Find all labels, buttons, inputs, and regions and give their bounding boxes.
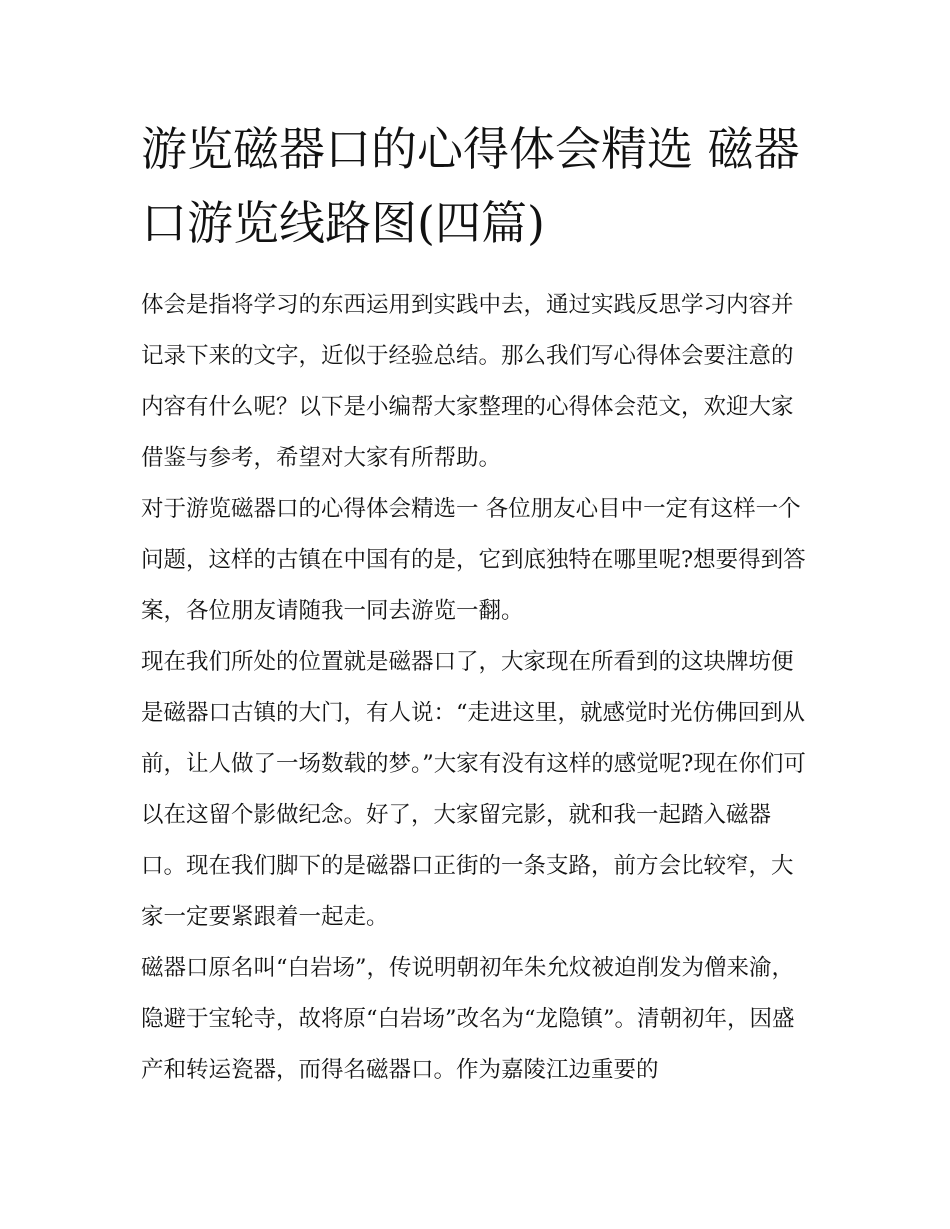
paragraph-intro: 体会是指将学习的东西运用到实践中去，通过实践反思学习内容并记录下来的文字，近似于经验总结。那么我们写心得体会要注意的内容有什么呢？以下是小编帮大家整理的心得体会范文，欢迎大家借鉴与参考，希望对大家有所帮助。 <box>141 292 794 471</box>
paragraph-3: 磁器口原名叫“白岩场”，传说明朝初年朱允炆被迫削发为僧来渝，隐避于宝轮寺，故将原“白岩场”改名为“龙隐镇”。清朝初年，因盛产和转运瓷器，而得名磁器口。作为嘉陵江边重要的 <box>141 955 795 1083</box>
document-title: 游览磁器口的心得体会精选 磁器口游览线路图(四篇) <box>141 122 800 250</box>
paragraph-1: 对于游览磁器口的心得体会精选一 各位朋友心目中一定有这样一个问题，这样的古镇在中国有的是，它到底独特在哪里呢?想要得到答案，各位朋友请随我一同去游览一翻。 <box>141 496 806 624</box>
paragraph-2: 现在我们所处的位置就是磁器口了，大家现在所看到的这块牌坊便是磁器口古镇的大门，有人说：“走进这里，就感觉时光仿佛回到从前，让人做了一场数载的梦。”大家有没有这样的感觉呢?现在你们可以在这留个影做纪念。好了，大家留完影，就和我一起踏入磁器口。现在我们脚下的是磁器口正街的一条支路，前方会比较窄，大家一定要紧跟着一起走。 <box>141 649 806 930</box>
document-body <box>141 280 813 1096</box>
